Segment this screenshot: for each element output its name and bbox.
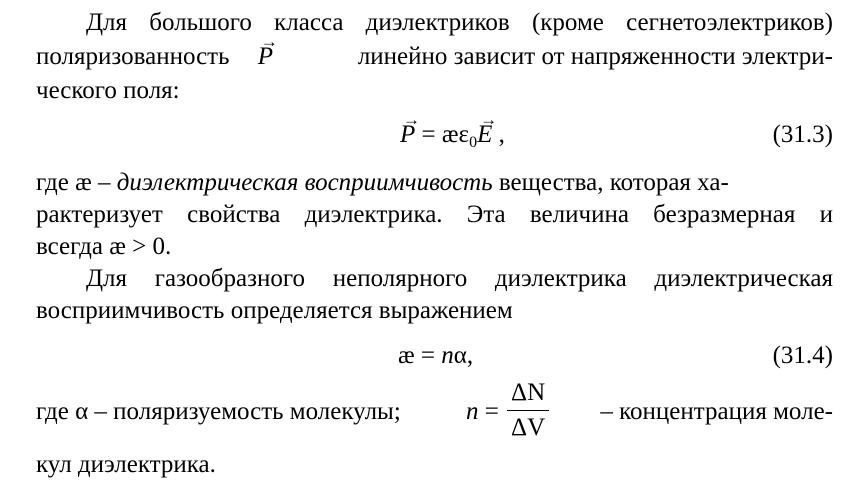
paragraph2-line1-b: вещества, которая ха- (492, 169, 729, 196)
fraction-denominator: ΔV (511, 414, 546, 441)
formula-vec-p: → P (400, 120, 415, 150)
concentration-n: n (466, 398, 479, 425)
paragraph1-line2-text-a: поляризованность (36, 43, 230, 70)
equation-number-31-3: (31.3) (772, 121, 833, 148)
formula2-lhs: æ = (398, 342, 442, 369)
concentration-lhs (466, 397, 499, 427)
concentration-eq: = (478, 398, 499, 425)
formula2-n: n (441, 342, 454, 369)
formula-vec-e: → E (477, 120, 492, 150)
paragraph1-line2 (36, 42, 833, 72)
paragraph4-line1 (36, 397, 833, 427)
formula-mid: = æε (415, 121, 470, 148)
paragraph1-line2-text-b: линейно зависит от напряженности электри- (357, 43, 833, 70)
concentration-fraction (507, 378, 549, 443)
fraction-bar (507, 410, 549, 411)
polarization-vector-symbol: → P (258, 42, 273, 72)
equation-number-31-4: (31.4) (772, 342, 833, 369)
paragraph2-line2: рактеризует свойства диэлектрика. Эта величина безразмерная и (36, 201, 833, 228)
paragraph3-line1: Для газообразного неполярного диэлектрика диэлектрическая (86, 265, 833, 292)
paragraph3-line2: восприимчивость определяется выражением (36, 297, 513, 324)
paragraph4-line1-a: где α – поляризуемость молекулы; (36, 398, 401, 425)
paragraph1-line1: Для большого класса диэлектриков (кроме сегнетоэлектриков) (86, 9, 833, 36)
formula2-alpha: α, (453, 342, 474, 369)
term-dielectric-susceptibility: диэлектрическая восприимчивость (116, 169, 493, 196)
paragraph4-line2: кул диэлектрика. (36, 451, 216, 478)
formula-31-3 (400, 120, 505, 158)
fraction-numerator: ΔN (511, 379, 546, 406)
paragraph1-line3: ческого поля: (36, 77, 180, 104)
paragraph2-line3: всегда æ > 0. (36, 233, 172, 260)
paragraph2-line1 (36, 168, 833, 198)
paragraph2-line1-a: где æ – (36, 169, 117, 196)
formula-tail: , (492, 121, 505, 148)
paragraph4-line1-b: – концентрация моле- (600, 398, 833, 425)
formula-31-4 (398, 341, 473, 371)
formula-subscript: 0 (469, 134, 478, 151)
